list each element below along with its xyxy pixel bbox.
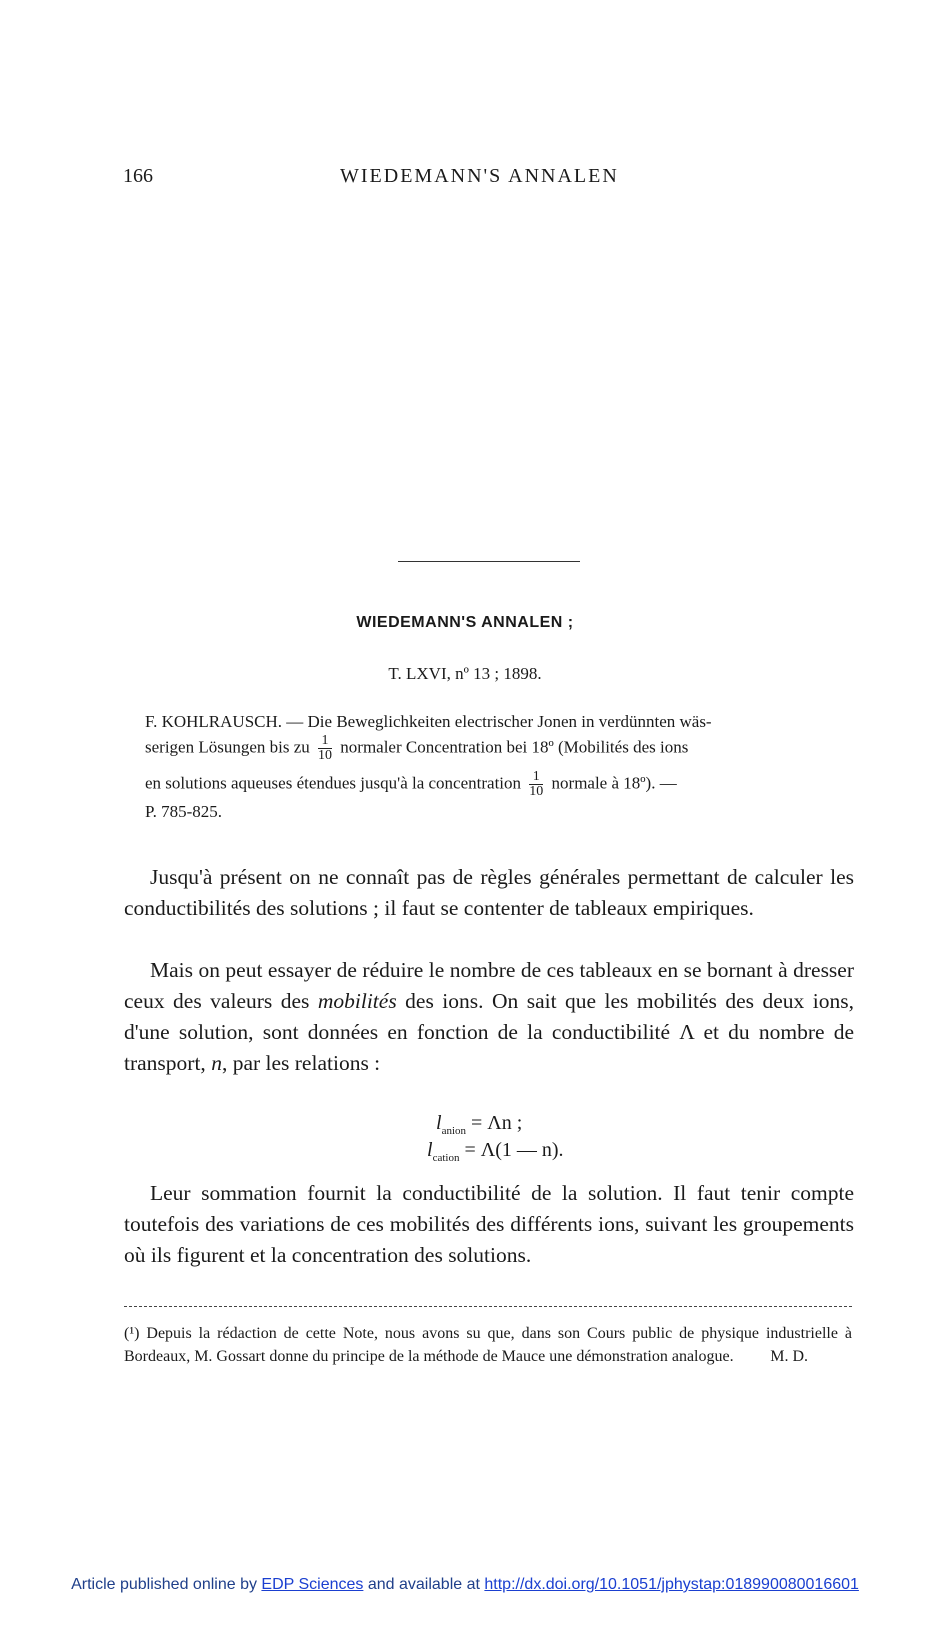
equation-subscript: anion	[441, 1125, 467, 1137]
running-head: WIEDEMANN'S ANNALEN	[340, 165, 619, 187]
fraction-denominator: 10	[529, 784, 544, 799]
page-number: 166	[123, 165, 153, 187]
fraction-numerator: 1	[318, 734, 332, 749]
citation-line-2-b: normaler Concentration bei 18º (Mobilités des ions	[340, 737, 689, 757]
paragraph-2-text-c: , par les relations :	[221, 1051, 381, 1075]
variable-n: n	[211, 1051, 222, 1075]
citation-line-1: F. KOHLRAUSCH. — Die Beweglichkeiten electrischer Jonen in verdünnten wäs-	[145, 712, 712, 731]
equation-subscript: cation	[432, 1152, 460, 1164]
footnote-signature: M. D.	[770, 1348, 808, 1365]
citation-line-4: P. 785-825.	[145, 802, 222, 821]
equation-rhs: = Λ(1 — n).	[459, 1139, 564, 1161]
fraction	[529, 770, 543, 799]
footnote-rule	[124, 1306, 852, 1307]
volume-line: T. LXVI, nº 13 ; 1898.	[388, 664, 542, 683]
equation-cation	[427, 1139, 564, 1164]
separator-rule	[398, 561, 580, 562]
paragraph-2	[124, 955, 854, 1079]
emphasis-mobilites: mobilités	[317, 989, 397, 1013]
footnote-text: Depuis la rédaction de cette Note, nous avons su que, dans son Cours public de physique industrielle à Bordeaux, M. Gossart donne du principe de la méthode de Mauce une démonstration analogue.	[124, 1325, 852, 1365]
equation-rhs: = Λn ;	[466, 1112, 523, 1134]
fraction	[318, 734, 332, 763]
journal-title: WIEDEMANN'S ANNALEN ;	[356, 614, 574, 631]
paragraph-2-text-b: des ions. On sait que les mobilités des deux ions, d'une solution, sont données en fonction de la conductibilité Λ et du nombre de transport,	[124, 989, 854, 1075]
citation-line-3-a: en solutions aqueuses étendues jusqu'à la concentration	[145, 773, 522, 793]
fraction-denominator: 10	[318, 748, 333, 763]
citation-line-2	[145, 734, 688, 763]
paragraph-2-text-a: Mais on peut essayer de réduire le nombre de ces tableaux en se bornant à dresser ceux des valeurs des	[124, 958, 854, 1013]
publisher-middle: and available at	[363, 1576, 485, 1593]
citation-line-3	[145, 770, 677, 799]
equation-symbol-l: l	[427, 1139, 433, 1161]
paragraph-1: Jusqu'à présent on ne connaît pas de règles générales permettant de calculer les conductibilités des solutions ; il faut se contenter de tableaux empiriques.	[124, 865, 854, 920]
citation-line-2-a: serigen Lösungen bis zu	[145, 737, 310, 757]
paragraph-3: Leur sommation fournit la conductibilité de la solution. Il faut tenir compte toutefois des variations de ces mobilités des différents ions, suivant les groupements où ils figurent et la concentration des solutions.	[124, 1181, 854, 1267]
citation-line-3-b: normale à 18º). —	[551, 773, 677, 793]
equation-anion	[436, 1112, 522, 1137]
equation-symbol-l: l	[436, 1112, 442, 1134]
footnote	[124, 1322, 852, 1368]
edp-sciences-link[interactable]: EDP Sciences	[261, 1576, 364, 1593]
publisher-line	[0, 1576, 930, 1594]
footnote-marker: (¹)	[124, 1325, 140, 1342]
doi-link[interactable]: http://dx.doi.org/10.1051/jphystap:018990080016601	[484, 1576, 859, 1593]
fraction-numerator: 1	[529, 770, 543, 785]
publisher-prefix: Article published online by	[71, 1576, 262, 1593]
